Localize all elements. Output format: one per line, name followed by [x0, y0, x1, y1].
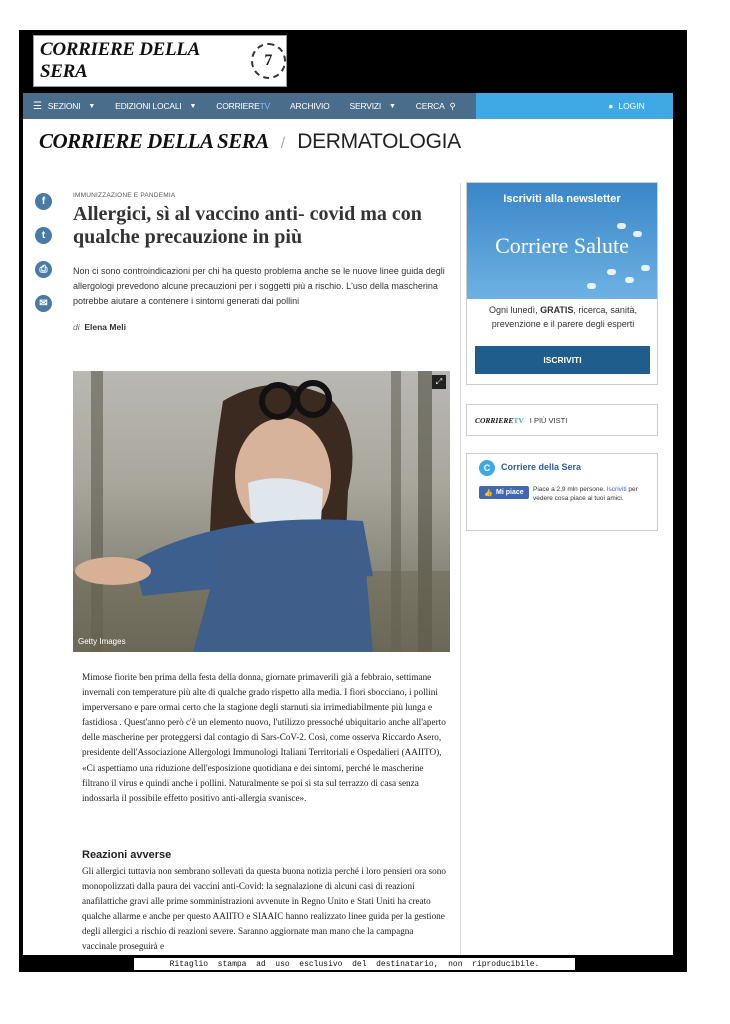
nav-corriere-tv[interactable] — [206, 93, 280, 119]
fb-text-pre: Piace a 2,9 mln persone. — [533, 486, 607, 493]
chevron-down-icon: ▼ — [389, 102, 396, 110]
pill-decoration — [607, 269, 616, 275]
article-subhead: Reazioni avverse — [82, 849, 172, 861]
nav-archive-label: ARCHIVIO — [290, 101, 330, 111]
most-viewed-label: I PIÙ VISTI — [529, 415, 568, 425]
menu-icon: ☰ — [33, 100, 42, 112]
pill-decoration — [625, 277, 634, 283]
nav-sections[interactable] — [23, 93, 105, 119]
search-icon: ⚲ — [449, 100, 456, 111]
top-logo — [33, 35, 287, 87]
facebook-widget — [466, 453, 658, 531]
facebook-share-icon[interactable]: f — [35, 193, 52, 210]
print-icon[interactable]: ⎙ — [35, 261, 52, 278]
newsletter-desc-pre: Ogni lunedì, — [489, 305, 541, 315]
newsletter-desc-post: , ricerca, sanità, prevenzione e il parere degli esperti — [491, 305, 637, 329]
user-icon: ● — [608, 101, 614, 111]
pill-decoration — [641, 265, 650, 271]
nav-search[interactable] — [406, 93, 466, 119]
newsletter-description — [473, 303, 653, 331]
top-logo-mark: 7 — [251, 43, 286, 79]
article-photo — [73, 371, 450, 652]
newsletter-desc-bold: GRATIS — [540, 305, 574, 315]
nav-local-editions[interactable] — [105, 93, 206, 119]
photo-illustration — [73, 371, 450, 652]
newsletter-banner — [467, 183, 657, 299]
newsletter-widget — [466, 182, 658, 385]
masthead — [39, 129, 461, 154]
photo-credit: Getty Images — [78, 637, 126, 646]
facebook-like-text — [533, 485, 649, 503]
nav-search-label: CERCA — [415, 101, 445, 111]
byline-prefix: di — [73, 322, 80, 332]
masthead-logo[interactable]: CORRIERE DELLA SERA — [39, 129, 269, 153]
email-icon[interactable]: ✉ — [35, 295, 52, 312]
main-nav — [23, 93, 673, 119]
thumbs-up-icon: 👍 — [484, 489, 494, 497]
page-avatar[interactable]: C — [479, 460, 495, 476]
most-viewed-widget[interactable] — [466, 404, 658, 436]
fb-text-post: per vedere cosa piace ai tuoi amici. — [533, 486, 638, 502]
pill-decoration — [633, 231, 642, 237]
article-kicker: IMMUNIZZAZIONE E PANDEMIA — [73, 192, 176, 199]
most-viewed-logo-suffix: TV — [513, 415, 524, 425]
web-page — [23, 93, 673, 955]
twitter-share-icon[interactable]: t — [35, 227, 52, 244]
like-button[interactable] — [479, 486, 529, 499]
login-button[interactable] — [580, 93, 673, 119]
nav-archive[interactable] — [280, 93, 340, 119]
fb-signup-link[interactable]: Iscriviti — [606, 486, 627, 493]
article-summary: Non ci sono controindicazioni per chi ha questo problema anche se le nuove linee guida degli allergologi prevedono alcune precauzioni per i soggetti più a rischio. L'uso della mascherina potrebbe aiutare a contenere i sintomi generati dai pollini — [73, 266, 445, 306]
nav-sections-label: SEZIONI — [47, 101, 81, 111]
nav-services[interactable] — [340, 93, 406, 119]
chevron-down-icon: ▼ — [88, 102, 96, 110]
nav-services-label: SERVIZI — [349, 101, 382, 111]
rail-divider — [460, 183, 461, 955]
like-button-label: Mi piace — [496, 489, 524, 496]
newsletter-brand: Corriere Salute — [495, 233, 629, 258]
nav-tv-label: CORRIERE — [216, 101, 260, 111]
masthead-separator: / — [280, 135, 286, 152]
section-title[interactable]: DERMATOLOGIA — [297, 130, 461, 153]
most-viewed-logo-text: CORRIERE — [475, 415, 514, 425]
nav-tv-suffix: TV — [259, 101, 271, 111]
article-paragraph-2: Gli allergici tuttavia non sembrano sollevati da questa buona notizia perché i loro pensieri ora sono monopolizzati dalla paura dei vaccini anti-Covid: la segnalazione di alcuni casi di reazioni anafilattiche gravi alle prime somministrazioni avvenute in Regno Unito e Stati Uniti ha creato qualche allarme e anche per questo AAIITO e SIAAIC hanno realizzato linee guida per la gestione degli allergici a rischio di reazioni severe. Saranno aggiornate man mano che la campagna vaccinale proseguirà e — [82, 866, 446, 952]
most-viewed-logo — [475, 416, 524, 425]
nav-local-label: EDIZIONI LOCALI — [115, 101, 182, 111]
login-label: LOGIN — [618, 101, 645, 111]
author-name[interactable]: Elena Meli — [84, 322, 126, 332]
expand-icon[interactable]: ⤢ — [432, 375, 446, 389]
article-paragraph-1: Mimose fiorite ben prima della festa della donna, giornate primaverili già a febbraio, settimane invernali con temperature più alte di qualche grado rispetto alla media. I fiori sbocciano, i pollini imperversano e pare ormai certo che la stagione degli starnuti sia irrimediabilmente più lunga e fastidiosa . Quest'anno però c'è un elemento nuovo, l'utilizzo pressoché ubiquitario anche all'aperto delle mascherine per proteggersi dal contagio di Sars-CoV-2. Così, come osserva Riccardo Asero, presidente dell'Associazione Allergologi Immunologi Italiani Territoriali e Ospedalieri (AAIITO), «Ci aspettiamo una riduzione dell'esposizione quotidiana e dei sintomi, perché le mascherine filtrano il virus e quindi anche i pollini. Naturalmente se poi si sta sul terrazzo di casa senza indossarla il possibile effetto positivo anti-allergia svanisce». — [82, 672, 446, 803]
pill-decoration — [617, 223, 626, 229]
subscribe-button[interactable]: ISCRIVITI — [475, 346, 650, 374]
article-headline: Allergici, sì al vaccino anti- covid ma con qualche precauzione in più — [73, 203, 422, 248]
facebook-page-name[interactable]: Corriere della Sera — [501, 462, 582, 472]
clipping-notice: Ritaglio stampa ad uso esclusivo del destinatario, non riproducibile. — [134, 958, 575, 970]
byline — [73, 322, 126, 332]
pill-decoration — [587, 283, 596, 289]
chevron-down-icon: ▼ — [189, 102, 197, 110]
newsletter-title: Iscriviti alla newsletter — [503, 193, 621, 205]
top-logo-text: CORRIERE DELLA SERA — [40, 39, 199, 82]
